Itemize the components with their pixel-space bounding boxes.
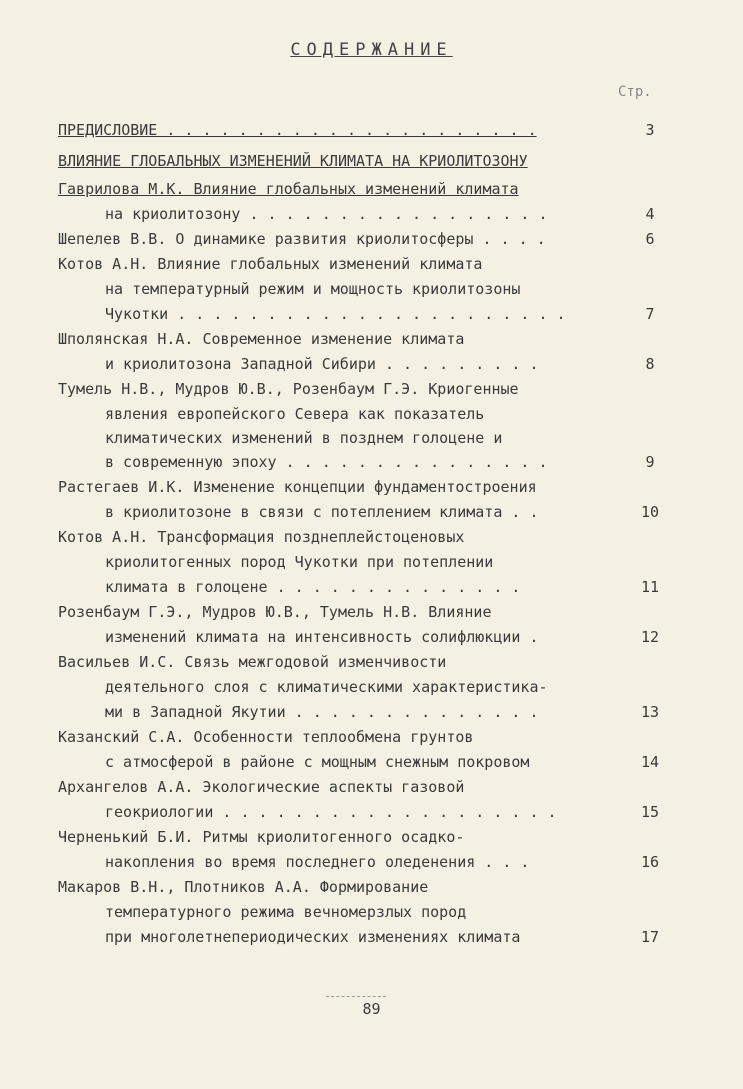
toc-page: 14 [640,753,660,771]
toc-line: геокриологии . . . . . . . . . . . . . . . . . . . [105,803,557,821]
page-title: СОДЕРЖАНИЕ [290,40,453,60]
toc-line: явления европейского Севера как показатель [105,405,485,423]
toc-line: с атмосферой в районе с мощным снежным покровом [105,753,530,771]
toc-line: Шепелев В.В. О динамике развития криолитосферы . . . . [58,230,546,248]
toc-page: 15 [640,803,660,821]
toc-page: 12 [640,628,660,646]
toc-line: в криолитозоне в связи с потеплением климата . . [105,503,539,521]
toc-line: Шполянская Н.А. Современное изменение климата [58,330,465,348]
toc-page: 16 [640,853,660,871]
toc-line: температурного режима вечномерзлых пород [105,903,467,921]
toc-line: Чукотки . . . . . . . . . . . . . . . . . . . . . . [105,305,566,323]
toc-page: 7 [645,305,655,323]
toc-line: в современную эпоху . . . . . . . . . . . . . . . [105,453,548,471]
toc-section-heading: ВЛИЯНИЕ ГЛОБАЛЬНЫХ ИЗМЕНЕНИЙ КЛИМАТА НА КРИОЛИТОЗОНУ [58,152,528,170]
toc-line: изменений климата на интенсивность солифлюкции . [105,628,539,646]
toc-line: Тумель Н.В., Мудров Ю.В., Розенбаум Г.Э. Криогенные [58,380,519,398]
toc-line: Розенбаум Г.Э., Мудров Ю.В., Тумель Н.В. Влияние [58,603,492,621]
toc-line: климата в голоцене . . . . . . . . . . . . . . [105,578,521,596]
toc-page: 9 [645,453,655,471]
toc-line: Васильев И.С. Связь межгодовой изменчивости [58,653,447,671]
toc-line: Гаврилова М.К. Влияние глобальных изменений климата [58,180,519,198]
toc-line: криолитогенных пород Чукотки при потеплении [105,553,494,571]
toc-line: на температурный режим и мощность криолитозоны [105,280,521,298]
toc-line: накопления во время последнего оледенения . . . [105,853,530,871]
toc-page: 6 [645,230,655,248]
toc-line: Архангелов А.А. Экологические аспекты газовой [58,778,465,796]
toc-line: и криолитозона Западной Сибири . . . . . . . . . [105,355,539,373]
toc-line: климатических изменений в позднем голоцене и [105,429,503,447]
toc-page: 3 [645,121,655,139]
toc-page: 11 [640,578,660,596]
toc-page: 4 [645,205,655,223]
page-number: 89 [362,1000,381,1018]
toc-line: на криолитозону . . . . . . . . . . . . . . . . . [105,205,548,223]
footer-rule [326,996,386,997]
toc-page: 17 [640,928,660,946]
toc-line: Котов А.Н. Трансформация позднеплейстоценовых [58,528,465,546]
toc-line: Котов А.Н. Влияние глобальных изменений климата [58,255,483,273]
toc-line: Казанский С.А. Особенности теплообмена грунтов [58,728,474,746]
toc-line: Макаров В.Н., Плотников А.А. Формирование [58,878,429,896]
toc-page: 13 [640,703,660,721]
toc-line: ПРЕДИСЛОВИЕ . . . . . . . . . . . . . . . . . . . . . [58,121,537,139]
toc-page: 10 [640,503,660,521]
toc-line: ми в Западной Якутии . . . . . . . . . . . . . . [105,703,539,721]
toc-line: Растегаев И.К. Изменение концепции фундаментостроения [58,478,537,496]
toc-page: 8 [645,355,655,373]
page-column-label: Стр. [618,84,652,100]
toc-line: Черненький Б.И. Ритмы криолитогенного осадко- [58,828,465,846]
toc-line: деятельного слоя с климатическими характеристика- [105,678,548,696]
toc-line: при многолетнепериодических изменениях климата [105,928,521,946]
